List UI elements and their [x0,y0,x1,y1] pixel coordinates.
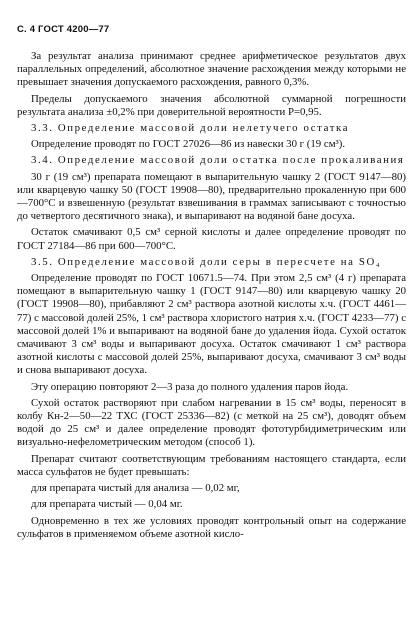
paragraph-3-5-procedure: Определение проводят по ГОСТ 10671.5—74. При этом 2,5 см³ (4 г) препарата помещают в выпарительную чашку 1 (ГОСТ 9147—80) или кварцевую чашку 20 (ГОСТ 19908—80), прибавляют 2 см³ раствора азотной кислоты х.ч. (ГОСТ 4461—77) с массовой долей 25%, 1 см³ раствора хлористого натрия х.ч. (ГОСТ 4233—77) с массовой долей 1% и выпаривают на водяной бане до удаления йода. Сухой остаток смачивают 3 см³ воды и выпаривают досуха. Остаток смачивают 1 см³ раствора азотной кислоты с массовой долей 25%, выпаривают досуха, смачивают 3 см³ воды и снова выпаривают досуха. [17,272,406,377]
paragraph-limit-pure-grade: для препарата чистый — 0,04 мг. [31,498,183,511]
paragraph-result-definition: За результат анализа принимают среднее арифметическое результатов двух параллельных определений, абсолютное значение расхождения между которыми не превышает значения допускаемого расхождения, равного 0,3%. [17,50,406,89]
section-heading-3-4: 3.4. Определение массовой доли остатка после прокаливания [31,154,405,167]
paragraph-3-4-residue: Остаток смачивают 0,5 см³ серной кислоты и далее определение проводят по ГОСТ 27184—86 при 600—700°С. [17,226,406,252]
paragraph-3-5-requirements: Препарат считают соответствующим требованиям настоящего стандарта, если масса сульфатов не будет превышать: [17,452,406,478]
section-heading-3-3: 3.3. Определение массовой доли нелетучего остатка [31,122,350,135]
page-header: С. 4 ГОСТ 4200—77 [17,24,110,35]
paragraph-control-experiment: Одновременно в тех же условиях проводят контрольный опыт на содержание сульфатов в применяемом объеме азотной кисло- [17,514,406,540]
section-heading-3-5: 3.5. Определение массовой доли серы в пересчете на SO₄ [31,255,382,268]
paragraph-3-5-repeat: Эту операцию повторяют 2—3 раза до полного удаления паров йода. [31,380,349,393]
paragraph-3-3-method: Определение проводят по ГОСТ 27026—86 из навески 30 г (19 см³). [31,138,346,151]
paragraph-limit-analytical-grade: для препарата чистый для анализа — 0,02 мг, [31,482,240,495]
paragraph-error-limits: Пределы допускаемого значения абсолютной суммарной погрешности результата анализа ±0,2% при доверительной вероятности P=0,95. [17,92,406,118]
document-body [17,50,406,544]
paragraph-3-4-procedure: 30 г (19 см³) препарата помещают в выпарительную чашку 2 (ГОСТ 9147—80) или кварцевую чашку 50 (ГОСТ 19908—80), предварительно прокаленную при 600—700°С и взвешенную (результат взвешивания в граммах записывают с точностью до четвертого десятичного знака), и выпаривают на водяной бане досуха. [17,170,406,223]
paragraph-3-5-dissolve: Сухой остаток растворяют при слабом нагревании в 15 см³ воды, переносят в колбу Кн-2—50—22 ТХС (ГОСТ 25336—82) (с меткой на 25 см³), доводят объем водой до 25 см³ и далее определение проводят фототурбидиметрическим или визуально-нефелометрическим методом (способ 1). [17,396,406,449]
